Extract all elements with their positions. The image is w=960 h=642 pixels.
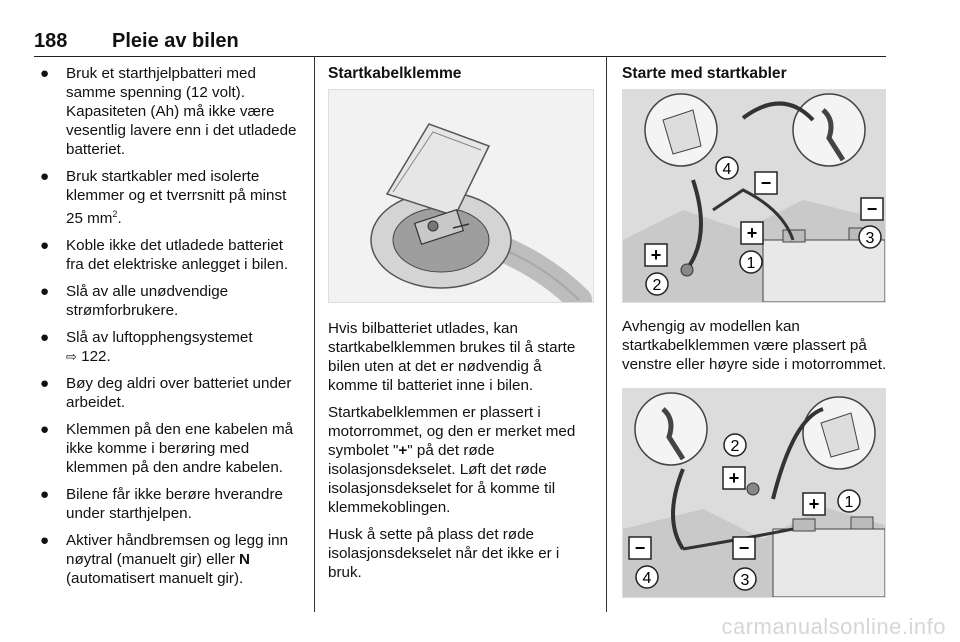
svg-text:1: 1 [746, 255, 756, 272]
list-item: ● Aktiver håndbremsen og legg inn nøytral (manuelt gir) eller N (automatisert manuelt gir). [40, 532, 289, 588]
section-heading: Starte med startkabler [622, 65, 787, 82]
precaution-list [34, 64, 304, 588]
section-heading: Startkabelklemme [328, 65, 462, 82]
right-column [622, 64, 890, 598]
svg-text:4: 4 [642, 570, 652, 587]
list-item: ● Bøy deg aldri over batteriet under arbeidet. [40, 375, 292, 412]
body-paragraph: Hvis bilbatteriet utlades, kan startkabelklemmen brukes til å starte bilen uten at det er nødvendig å komme til batteriet inne i bilen. [328, 320, 576, 394]
jump-clamp-illustration-icon [329, 90, 593, 302]
column-divider-1 [314, 56, 315, 612]
svg-text:4: 4 [722, 161, 732, 178]
page-reference[interactable]: 122. [76, 348, 111, 366]
svg-text:1: 1 [844, 494, 854, 511]
svg-text:3: 3 [865, 230, 875, 247]
page-number: 188 [34, 30, 68, 52]
list-item: ● Koble ikke det utladede batteriet fra det elektriske anlegget i bilen. [40, 237, 289, 274]
svg-text:+: + [650, 245, 662, 265]
column-divider-2 [606, 56, 607, 612]
svg-text:2: 2 [730, 438, 740, 455]
svg-text:+: + [728, 468, 740, 488]
gear-neutral-symbol: N [239, 551, 251, 569]
list-item: ● Klemmen på den ene kabelen må ikke komme i berøring med klemmen på den andre kabelen. [40, 421, 294, 477]
section-title: Pleie av bilen [112, 30, 239, 52]
page-reference-arrow-icon[interactable]: ⇨ [66, 349, 77, 365]
body-paragraph: Startkabelklemmen er plassert i motorrommet, og den er merket med symbolet "+" på det røde isolasjonsdekselet. Løft det røde isolasjonsdekselet for å komme til klemmekoblingen. [328, 404, 576, 516]
list-item: ● Bruk et starthjelpbatteri med samme spenning (12 volt). Kapasiteten (Ah) må ikke være vesentlig lavere enn i det utladede batteriet. [40, 65, 297, 158]
svg-text:+: + [808, 494, 820, 514]
watermark: carmanualsonline.info [721, 614, 946, 639]
plus-icon: + [398, 442, 408, 459]
body-paragraph: Avhengig av modellen kan startkabelklemmen være plassert på venstre eller høyre side i motorrommet. [622, 318, 887, 373]
superscript: 2 [112, 209, 118, 219]
svg-text:−: − [634, 538, 646, 558]
svg-text:+: + [746, 223, 758, 243]
jump-start-diagram-icon [623, 389, 885, 597]
svg-text:3: 3 [740, 572, 750, 589]
svg-text:2: 2 [652, 277, 662, 294]
left-column [34, 64, 304, 596]
jump-start-diagram-icon [623, 90, 885, 302]
svg-text:−: − [760, 173, 772, 193]
middle-column [328, 64, 592, 590]
list-item: ● Bilene får ikke berøre hverandre under starthjelpen. [40, 486, 283, 523]
jump-clamp-figure [328, 89, 594, 303]
list-item: ● Slå av alle unødvendige strømforbrukere. [40, 283, 229, 320]
svg-text:−: − [866, 199, 878, 219]
body-paragraph: Husk å sette på plass det røde isolasjonsdekselet når det ikke er i bruk. [328, 526, 560, 581]
list-item: ● Slå av luftopphengsystemet ⇨ 122. [40, 329, 253, 366]
page-header [34, 30, 886, 57]
jump-start-figure-1 [622, 89, 886, 303]
list-item: ● Bruk startkabler med isolerte klemmer og et tverrsnitt på minst 25 $mm^2$. [40, 168, 287, 228]
jump-start-figure-2 [622, 388, 886, 598]
svg-text:−: − [738, 538, 750, 558]
